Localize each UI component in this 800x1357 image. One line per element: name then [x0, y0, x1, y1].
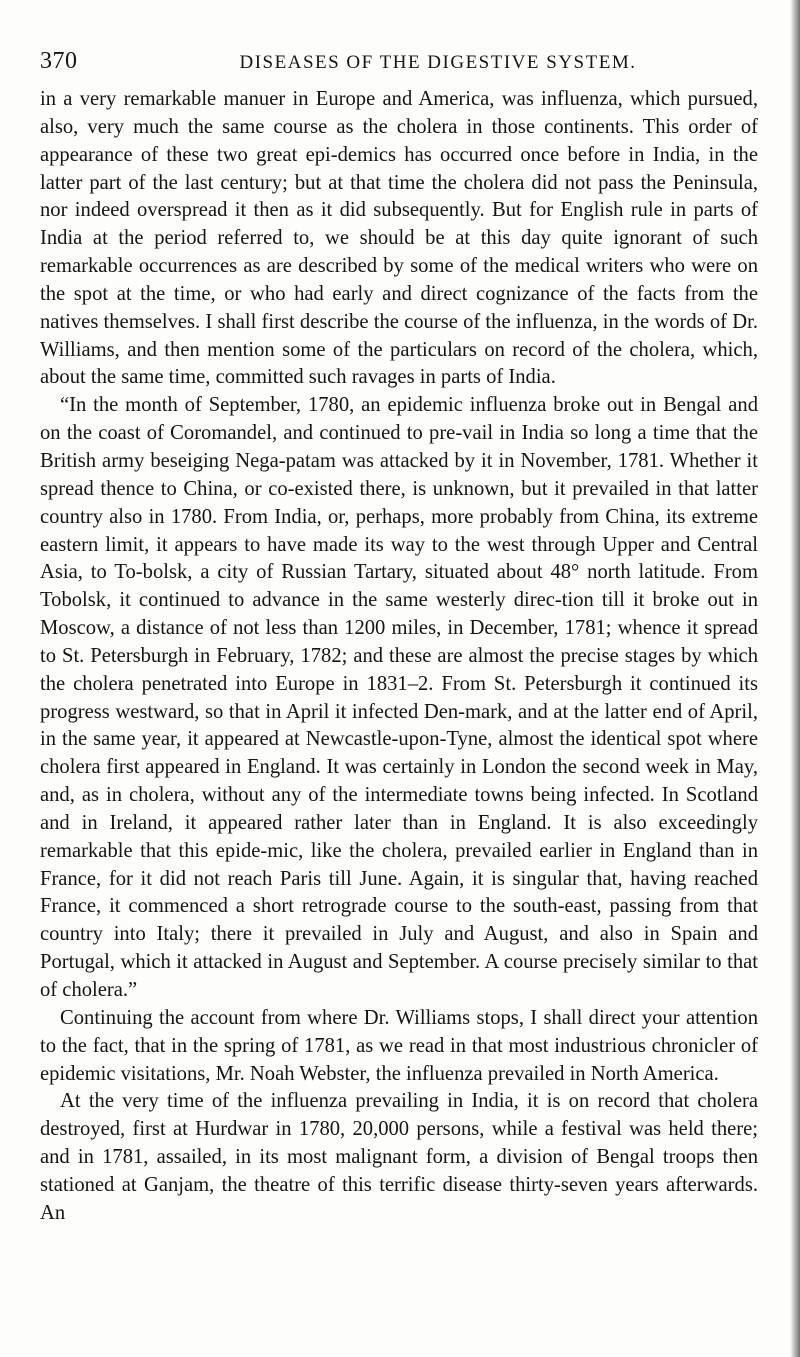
paragraph-4: At the very time of the influenza prevailing in India, it is on record that cholera destroyed, first at Hurdwar in 1780, 20,000 persons, while a festival was held there; and in 1781, assailed, in its most malignant form, a division of Bengal troops then stationed at Ganjam, the theatre of this terrific disease thirty-seven years afterwards. An [40, 1090, 758, 1224]
body-text [40, 86, 758, 1228]
paragraph-quote-williams: “In the month of September, 1780, an epidemic influenza broke out in Bengal and on the coast of Coromandel, and continued to pre-vail in India so long a time that the British army beseiging Nega-patam was attacked by it in November, 1781. Whether it spread thence to China, or co-existed there, is unknown, but it prevailed in that latter country also in 1780. From India, or, perhaps, more probably from China, its extreme eastern limit, it appears to have made its way to the west through Upper and Central Asia, to To-bolsk, a city of Russian Tartary, situated about 48° north latitude. From Tobolsk, it continued to advance in the same westerly direc-tion till it broke out in Moscow, a distance of not less than 1200 miles, in December, 1781; whence it spread to St. Petersburgh in February, 1782; and these are almost the precise stages by which the cholera penetrated into Europe in 1831–2. From St. Petersburgh it continued its progress westward, so that in April it infected Den-mark, and at the latter end of April, in the same year, it appeared at Newcastle-upon-Tyne, almost the identical spot where cholera first appeared in England. It was certainly in London the second week in May, and, as in cholera, without any of the intermediate towns being infected. In Scotland and in Ireland, it appeared rather later than in England. It is also exceedingly remarkable that this epide-mic, like the cholera, prevailed earlier in England than in France, for it did not reach Paris till June. Again, it is singular that, having reached France, it commenced a short retrograde course to the south-east, passing from that country into Italy; there it prevailed in July and August, and also in Spain and Portugal, which it attacked in August and September. A course precisely similar to that of cholera.” [40, 394, 758, 1001]
paragraph-3: Continuing the account from where Dr. Williams stops, I shall direct your attention to the fact, that in the spring of 1781, as we read in that most industrious chronicler of epidemic visitations, Mr. Noah Webster, the influenza prevailed in North America. [40, 1006, 758, 1085]
running-title: DISEASES OF THE DIGESTIVE SYSTEM. [239, 52, 637, 73]
page-edge-shadow [790, 0, 800, 1357]
page-header [40, 48, 756, 80]
page-number: 370 [40, 48, 78, 74]
paragraph-1: in a very remarkable manuer in Europe and America, was influenza, which pursued, also, very much the same course as the cholera in those continents. This order of appearance of these two great epi-demics has occurred once before in India, in the latter part of the last century; but at that time the cholera did not pass the Peninsula, nor indeed overspread it then as it did subsequently. But for English rule in parts of India at the period referred to, we should be at this day quite ignorant of such remarkable occurrences as are described by some of the medical writers who were on the spot at the time, or who had early and direct cognizance of the facts from the natives themselves. I shall first describe the course of the influenza, in the words of Dr. Williams, and then mention some of the particulars on record of the cholera, which, about the same time, committed such ravages in parts of India. [40, 88, 758, 389]
